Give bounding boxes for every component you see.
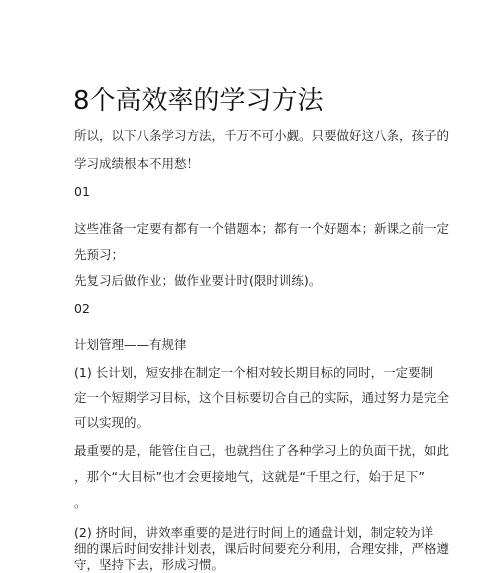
document-title: 8个高效率的学习方法 — [73, 86, 324, 116]
paragraph-line-1: 所以，以下八条学习方法，千万不可小觑。只要做好这八条，孩子的 — [74, 128, 450, 143]
paragraph-line-14: 守，坚持下去，形成习惯。 — [74, 557, 225, 572]
paragraph-line-2: 学习成绩根本不用愁！ — [74, 156, 200, 171]
paragraph-line-7: 定一个短期学习目标，这个目标要切合自己的实际，通过努力是完全 — [74, 390, 450, 405]
section-number-01: 01 — [74, 184, 90, 199]
paragraph-line-11: 。 — [74, 495, 87, 510]
paragraph-line-5: 先复习后做作业；做作业要计时(限时训练)。 — [74, 273, 322, 288]
paragraph-line-8: 可以实现的。 — [74, 415, 150, 430]
paragraph-line-9: 最重要的是，能管住自己，也就挡住了各种学习上的负面干扰，如此 — [74, 443, 450, 458]
section-number-02: 02 — [74, 301, 90, 316]
paragraph-line-10: ，那个“大目标”也才会更接地气，这就是“千里之行，始于足下” — [74, 469, 425, 484]
paragraph-line-4: 先预习； — [74, 247, 125, 262]
paragraph-line-12: (2) 挤时间，讲效率重要的是进行时间上的通盘计划，制定较为详 — [74, 525, 434, 540]
paragraph-line-3: 这些准备一定要有都有一个错题本；都有一个好题本；新课之前一定 — [74, 221, 450, 236]
section-heading: 计划管理——有规律 — [74, 337, 187, 352]
paragraph-line-13: 细的课后时间安排计划表，课后时间要充分利用，合理安排，严格遵 — [74, 541, 450, 556]
paragraph-line-6: (1) 长计划，短安排在制定一个相对较长期目标的同时，一定要制 — [74, 365, 434, 380]
